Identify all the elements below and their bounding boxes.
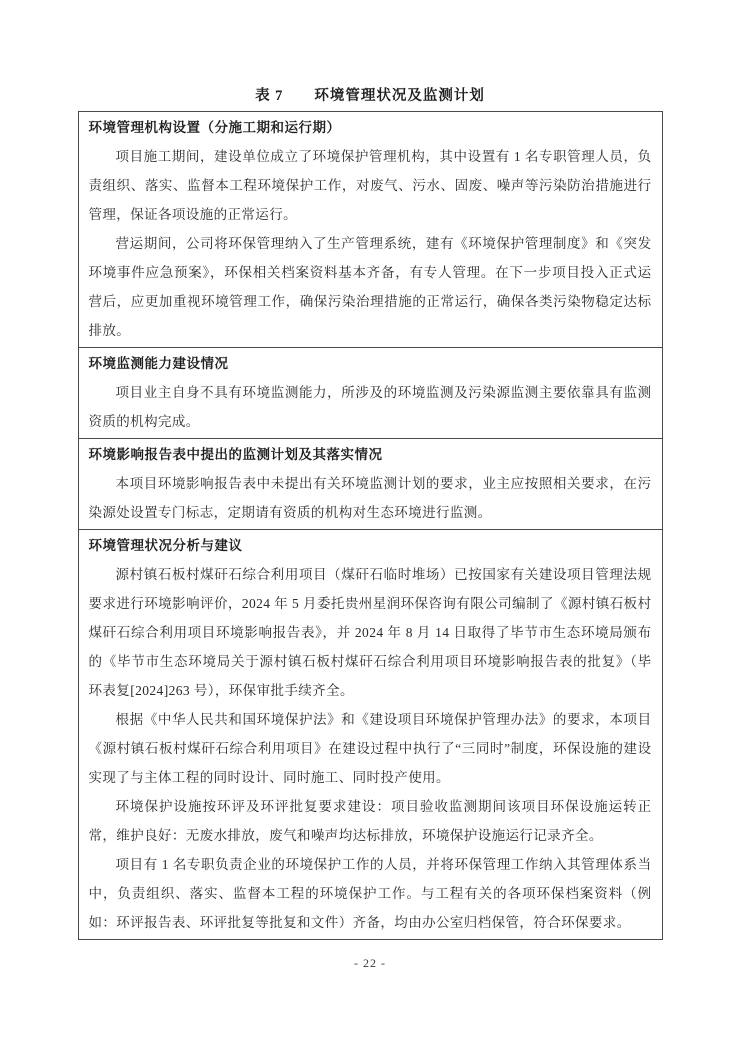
paragraph-construction-period: 项目施工期间，建设单位成立了环境保护管理机构，其中设置有 1 名专职管理人员，负责组织、落实、监督本工程环境保护工作，对废气、污水、固废、噪声等污染防治措施进行管理，保证各项设施的正常运行。 [88, 149, 652, 222]
section-heading-analysis-suggestions: 环境管理状况分析与建议 [88, 538, 243, 553]
section-heading-management-org: 环境管理机构设置（分施工期和运行期） [88, 120, 341, 135]
section-monitoring-capability [79, 348, 662, 439]
page-title: 表 7 环境管理状况及监测计划 [255, 88, 485, 104]
paragraph-monitoring-plan: 本项目环境影响报告表中未提出有关环境监测计划的要求，业主应按照相关要求，在污染源处设置专门标志，定期请有资质的机构对生态环境进行监测。 [88, 476, 652, 520]
paragraph-three-simultaneous: 根据《中华人民共和国环境保护法》和《建设项目环境保护管理办法》的要求，本项目《源村镇石板村煤矸石综合利用项目》在建设过程中执行了“三同时”制度，环保设施的建设实现了与主体工程的同时设计、同时施工、同时投产使用。 [88, 712, 652, 785]
paragraph-facility-operation: 环境保护设施按环评及环评批复要求建设：项目验收监测期间该项目环保设施运转正常，维护良好：无废水排放，废气和噪声均达标排放，环境保护设施运行记录齐全。 [88, 799, 652, 843]
section-heading-monitoring-capability: 环境监测能力建设情况 [88, 356, 229, 371]
environment-management-table [78, 111, 663, 940]
section-management-org [79, 112, 662, 348]
section-analysis-suggestions [79, 530, 662, 939]
paragraph-operation-period: 营运期间，公司将环保管理纳入了生产管理系统，建有《环境保护管理制度》和《突发环境事件应急预案》，环保相关档案资料基本齐备，有专人管理。在下一步项目投入正式运营后，应更加重视环境管理工作，确保污染治理措施的正常运行，确保各类污染物稳定达标排放。 [88, 236, 652, 338]
paragraph-staff-archives: 项目有 1 名专职负责企业的环境保护工作的人员，并将环保管理工作纳入其管理体系当中，负责组织、落实、监督本工程的环境保护工作。与工程有关的各项环保档案资料（例如：环评报告表、环评批复等批复和文件）齐备，均由办公室归档保管，符合环保要求。 [88, 857, 652, 930]
section-heading-monitoring-plan: 环境影响报告表中提出的监测计划及其落实情况 [88, 447, 383, 462]
paragraph-monitoring-capability: 项目业主自身不具有环境监测能力，所涉及的环境监测及污染源监测主要依靠具有监测资质的机构完成。 [88, 385, 652, 429]
section-monitoring-plan [79, 439, 662, 530]
page-number: - 22 - [354, 956, 386, 970]
paragraph-eia-approval: 源村镇石板村煤矸石综合利用项目（煤矸石临时堆场）已按国家有关建设项目管理法规要求进行环境影响评价，2024 年 5 月委托贵州星润环保咨询有限公司编制了《源村镇石板村煤矸石综合利用项目环境影响报告表》，并 2024 年 8 月 14 日取得了毕节市生态环境局颁布的《毕节市生态环境局关于源村镇石板村煤矸石综合利用项目环境影响报告表的批复》（毕环表复[2024]263 号），环保审批手续齐全。 [88, 567, 652, 698]
